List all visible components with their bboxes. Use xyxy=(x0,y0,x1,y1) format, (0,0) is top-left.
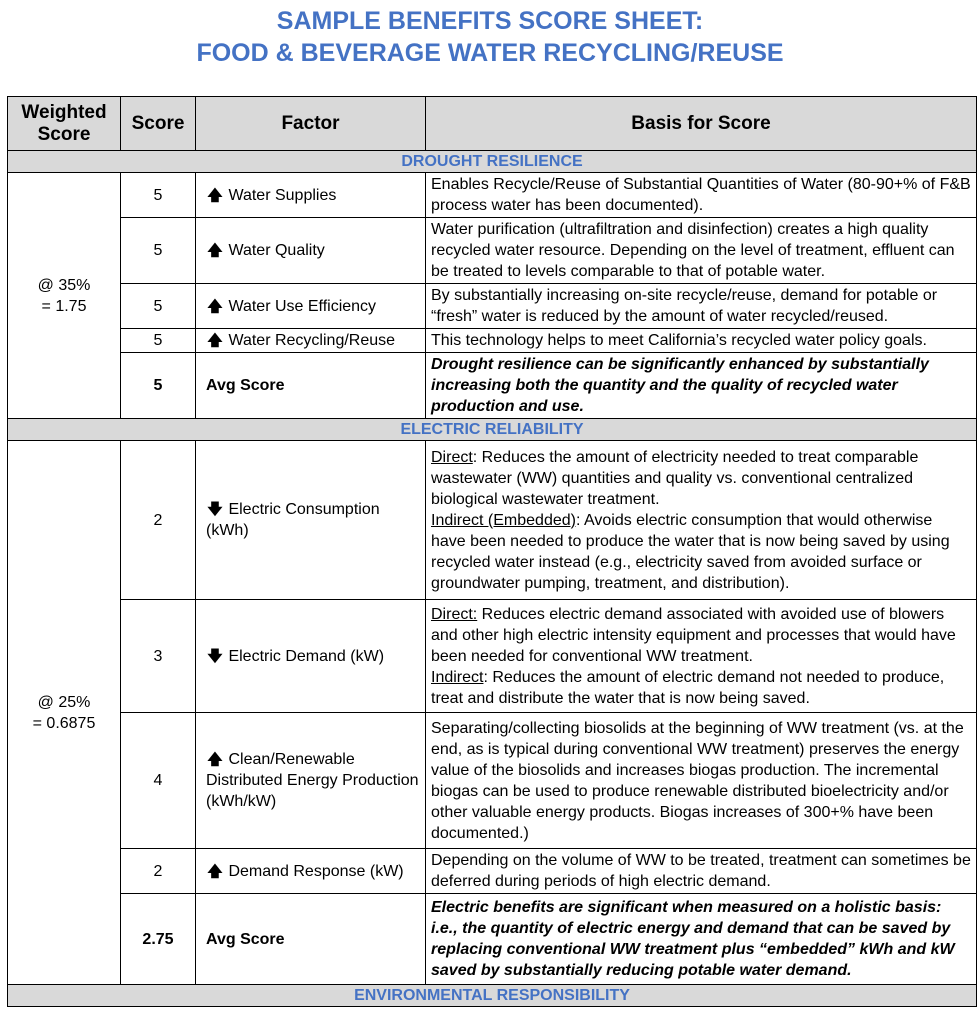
score-table xyxy=(7,96,977,1007)
factor-cell xyxy=(196,441,426,600)
score-cell: 5 xyxy=(121,218,196,284)
header-weighted-score xyxy=(8,97,121,151)
direct-label: Direct: xyxy=(431,605,478,623)
section-title-electric: ELECTRIC RELIABILITY xyxy=(8,419,977,441)
direct-label: Direct xyxy=(431,448,473,466)
up-arrow-icon: 🡅 xyxy=(207,751,223,768)
basis-cell: Separating/collecting biosolids at the beginning of WW treatment (vs. at the end, as is typical during conventional WW treatment) preserves the energy value of the biosolids and increases biogas production. The incremental biogas can be used to produce renewable distributed bioelectricity and/or other valuable energy products. Biogas increases of 300+% have been documented.) xyxy=(426,713,977,849)
factor-label: Water Quality xyxy=(228,242,325,259)
table-row xyxy=(8,173,977,218)
score-cell: 2 xyxy=(121,849,196,894)
down-arrow-icon: 🡇 xyxy=(207,647,223,665)
avg-score-label: Avg Score xyxy=(196,894,426,985)
weighted-score-drought xyxy=(8,173,121,419)
header-factor: Factor xyxy=(196,97,426,151)
factor-label: Demand Response (kW) xyxy=(228,862,404,880)
weight-value: = 0.6875 xyxy=(32,714,96,732)
table-row xyxy=(8,218,977,284)
section-row-drought xyxy=(8,151,977,173)
factor-label: Water Recycling/Reuse xyxy=(228,332,396,349)
weighted-score-electric xyxy=(8,441,121,985)
weight-percent: @ 25% xyxy=(37,693,91,711)
factor-label: Water Supplies xyxy=(228,186,337,204)
indirect-text: : Avoids electric consumption that would otherwise have been needed to produce the water that is now being saved by using recycled water instead (e.g., electricity saved from avoided surface or groundwater pumping, treatment, and distribution). xyxy=(431,511,950,592)
section-row-electric xyxy=(8,419,977,441)
section-title-drought: DROUGHT RESILIENCE xyxy=(8,151,977,173)
factor-cell xyxy=(196,849,426,894)
table-row xyxy=(8,600,977,713)
factor-cell xyxy=(196,600,426,713)
direct-text: Reduces electric demand associated with avoided use of blowers and other high electric intensity equipment and processes that would have been needed for conventional WW treatment. xyxy=(431,605,956,665)
header-row xyxy=(8,97,977,151)
avg-row-drought xyxy=(8,353,977,419)
up-arrow-icon: 🡅 xyxy=(207,242,223,259)
basis-cell xyxy=(426,600,977,713)
avg-score-label: Avg Score xyxy=(196,353,426,419)
direct-text: : Reduces the amount of electricity needed to treat comparable wastewater (WW) quantities and quality vs. conventional centralized biological wastewater treatment. xyxy=(431,448,919,508)
basis-cell xyxy=(426,441,977,600)
down-arrow-icon: 🡇 xyxy=(207,501,223,518)
basis-cell: Depending on the volume of WW to be treated, treatment can sometimes be deferred during periods of high electric demand. xyxy=(426,849,977,894)
up-arrow-icon: 🡅 xyxy=(207,862,223,880)
header-score: Score xyxy=(121,97,196,151)
up-arrow-icon: 🡅 xyxy=(207,186,223,204)
indirect-label: Indirect xyxy=(431,668,484,686)
header-basis: Basis for Score xyxy=(426,97,977,151)
score-cell: 3 xyxy=(121,600,196,713)
factor-cell xyxy=(196,173,426,218)
score-cell: 5 xyxy=(121,173,196,218)
table-row xyxy=(8,713,977,849)
factor-cell xyxy=(196,713,426,849)
section-title-environmental: ENVIRONMENTAL RESPONSIBILITY xyxy=(8,985,977,1007)
weight-value: = 1.75 xyxy=(41,297,87,315)
factor-cell xyxy=(196,329,426,353)
table-row xyxy=(8,329,977,353)
avg-score-value: 2.75 xyxy=(121,894,196,985)
avg-basis-text: Electric benefits are significant when measured on a holistic basis: i.e., the quantity of electric energy and demand that can be saved by replacing conventional WW treatment plus “embedded” kWh and kW saved by substantially reducing potable water demand. xyxy=(426,894,977,985)
header-weighted-line1: Weighted xyxy=(21,101,107,123)
avg-score-value: 5 xyxy=(121,353,196,419)
indirect-label: Indirect (Embedded) xyxy=(431,511,576,529)
basis-cell: Water purification (ultrafiltration and disinfection) creates a high quality recycled water resource. Depending on the level of treatment, effluent can be treated to levels comparable to that of potable water. xyxy=(426,218,977,284)
avg-basis-text: Drought resilience can be significantly enhanced by substantially increasing both the quantity and the quality of recycled water production and use. xyxy=(426,353,977,419)
table-row xyxy=(8,849,977,894)
score-cell: 2 xyxy=(121,441,196,600)
up-arrow-icon: 🡅 xyxy=(207,332,223,349)
sheet-title-line2: FOOD & BEVERAGE WATER RECYCLING/REUSE xyxy=(196,39,784,67)
basis-cell: Enables Recycle/Reuse of Substantial Quantities of Water (80-90+% of F&B process water has been documented). xyxy=(426,173,977,218)
indirect-text: : Reduces the amount of electric demand not needed to produce, treat and distribute the water that is now being saved. xyxy=(431,668,945,707)
avg-row-electric xyxy=(8,894,977,985)
weight-percent: @ 35% xyxy=(37,276,91,294)
header-weighted-line2: Score xyxy=(37,123,91,145)
factor-cell xyxy=(196,218,426,284)
section-row-environmental xyxy=(8,985,977,1007)
score-cell: 4 xyxy=(121,713,196,849)
basis-cell: This technology helps to meet California’s recycled water policy goals. xyxy=(426,329,977,353)
sheet-title-line1: SAMPLE BENEFITS SCORE SHEET: xyxy=(276,7,704,35)
score-cell: 5 xyxy=(121,329,196,353)
table-row xyxy=(8,284,977,329)
factor-label: Electric Demand (kW) xyxy=(228,647,385,665)
factor-label: Clean/Renewable Distributed Energy Production (kWh/kW) xyxy=(206,751,419,810)
basis-cell: By substantially increasing on-site recycle/reuse, demand for potable or “fresh” water is reduced by the amount of water recycled/reused. xyxy=(426,284,977,329)
factor-label: Water Use Efficiency xyxy=(228,297,377,315)
score-cell: 5 xyxy=(121,284,196,329)
factor-cell xyxy=(196,284,426,329)
factor-label: Electric Consumption (kWh) xyxy=(206,501,380,539)
table-row xyxy=(8,441,977,600)
up-arrow-icon: 🡅 xyxy=(207,297,223,315)
